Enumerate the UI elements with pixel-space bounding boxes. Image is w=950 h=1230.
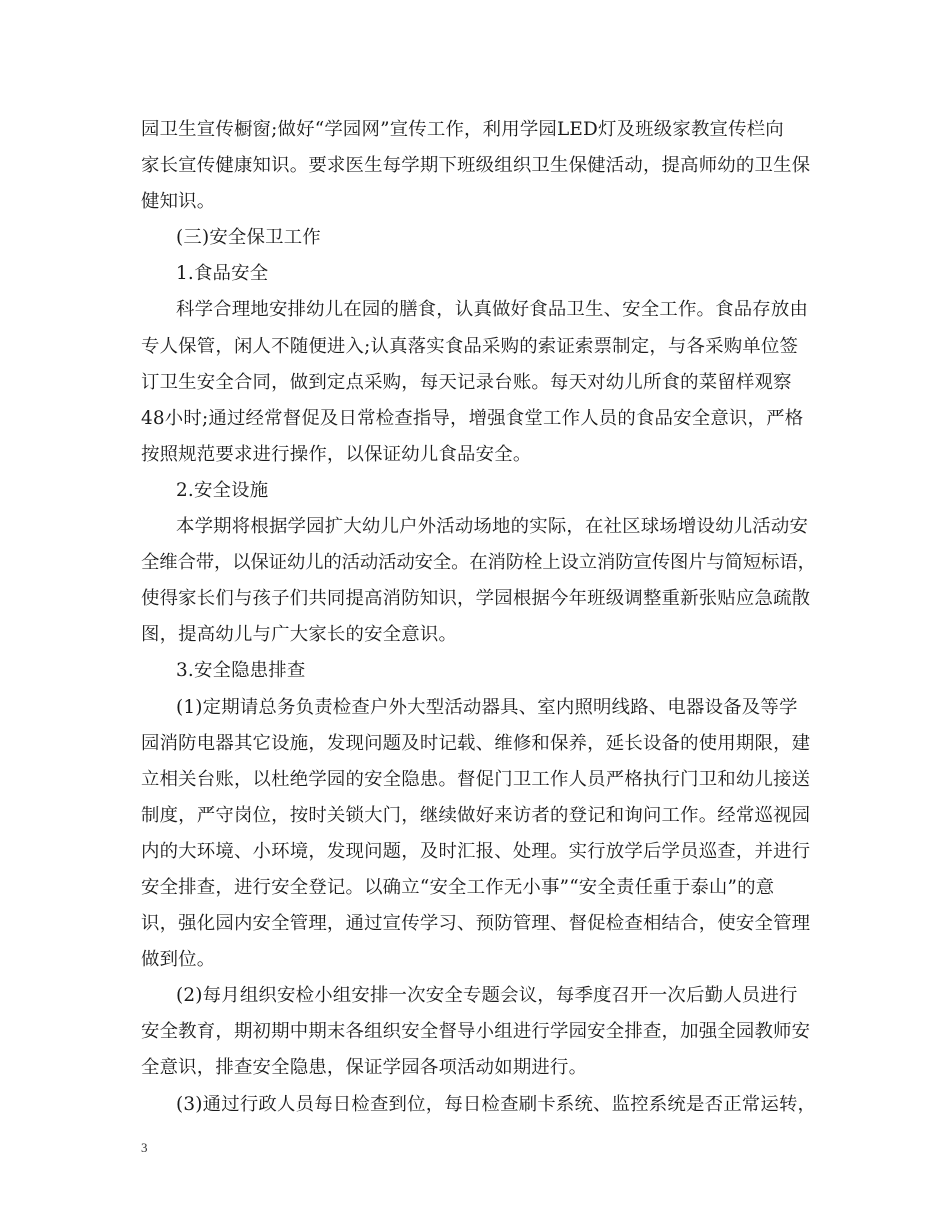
page-number: 3 [141, 1140, 148, 1155]
text-line: 订卫生安全合同，做到定点采购，每天记录台账。每天对幼儿所食的菜留样观察 [141, 371, 792, 393]
text-line: 使得家长们与孩子们共同提高消防知识，学园根据今年班级调整重新张贴应急疏散 [141, 588, 811, 610]
text-line: 立相关台账，以杜绝学园的安全隐患。督促门卫工作人员严格执行门卫和幼儿接送 [141, 768, 811, 790]
text-line: (1)定期请总务负责检查户外大型活动器具、室内照明线路、电器设备及等学 [176, 696, 798, 718]
text-line: 本学期将根据学园扩大幼儿户外活动场地的实际，在社区球场增设幼儿活动安 [176, 516, 809, 538]
text-line: (三)安全保卫工作 [176, 227, 321, 249]
text-line: 园卫生宣传橱窗;做好“学园网”宣传工作，利用学园LED灯及班级家教宣传栏向 [141, 119, 784, 140]
text-line: 按照规范要求进行操作，以保证幼儿食品安全。 [141, 443, 532, 465]
text-line: 安全教育，期初期中期末各组织安全督导小组进行学园安全排查，加强全园教师安 [141, 1021, 811, 1043]
text-line: 健知识。 [141, 191, 216, 213]
text-line: 科学合理地安排幼儿在园的膳食，认真做好食品卫生、安全工作。食品存放由 [176, 299, 809, 321]
text-line: 识，强化园内安全管理，通过宣传学习、预防管理、督促检查相结合，使安全管理 [141, 913, 811, 935]
text-line: 图，提高幼儿与广大家长的安全意识。 [141, 624, 458, 646]
text-line: 1.食品安全 [176, 263, 269, 285]
text-line: 全意识，排查安全隐患，保证学园各项活动如期进行。 [141, 1057, 588, 1079]
text-line: 48小时;通过经常督促及日常检查指导，增强食堂工作人员的食品安全意识，严格 [141, 407, 804, 429]
text-line: 家长宣传健康知识。要求医生每学期下班级组织卫生保健活动，提高师幼的卫生保 [141, 155, 811, 177]
text-line: 全维合带，以保证幼儿的活动活动安全。在消防栓上设立消防宣传图片与简短标语， [141, 552, 816, 574]
text-line: (2)每月组织安检小组安排一次安全专题会议，每季度召开一次后勤人员进行 [176, 985, 798, 1007]
text-line: 安全排查，进行安全登记。以确立“安全工作无小事”“安全责任重于泰山”的意 [141, 876, 775, 898]
text-line: 做到位。 [141, 949, 216, 971]
text-line: 2.安全设施 [176, 479, 269, 501]
text-line: 制度，严守岗位，按时关锁大门，继续做好来访者的登记和询问工作。经常巡视园 [141, 804, 811, 826]
text-line: (3)通过行政人员每日检查到位，每日检查刷卡系统、监控系统是否正常运转， [176, 1093, 817, 1115]
text-line: 园消防电器其它设施，发现问题及时记载、维修和保养，延长设备的使用期限，建 [141, 732, 811, 754]
text-line: 专人保管，闲人不随便进入;认真落实食品采购的索证索票制定，与各采购单位签 [141, 335, 799, 357]
document-body [141, 112, 816, 1123]
text-line: 3.安全隐患排查 [176, 660, 306, 682]
text-line: 内的大环境、小环境，发现问题，及时汇报、处理。实行放学后学员巡查，并进行 [141, 840, 811, 862]
